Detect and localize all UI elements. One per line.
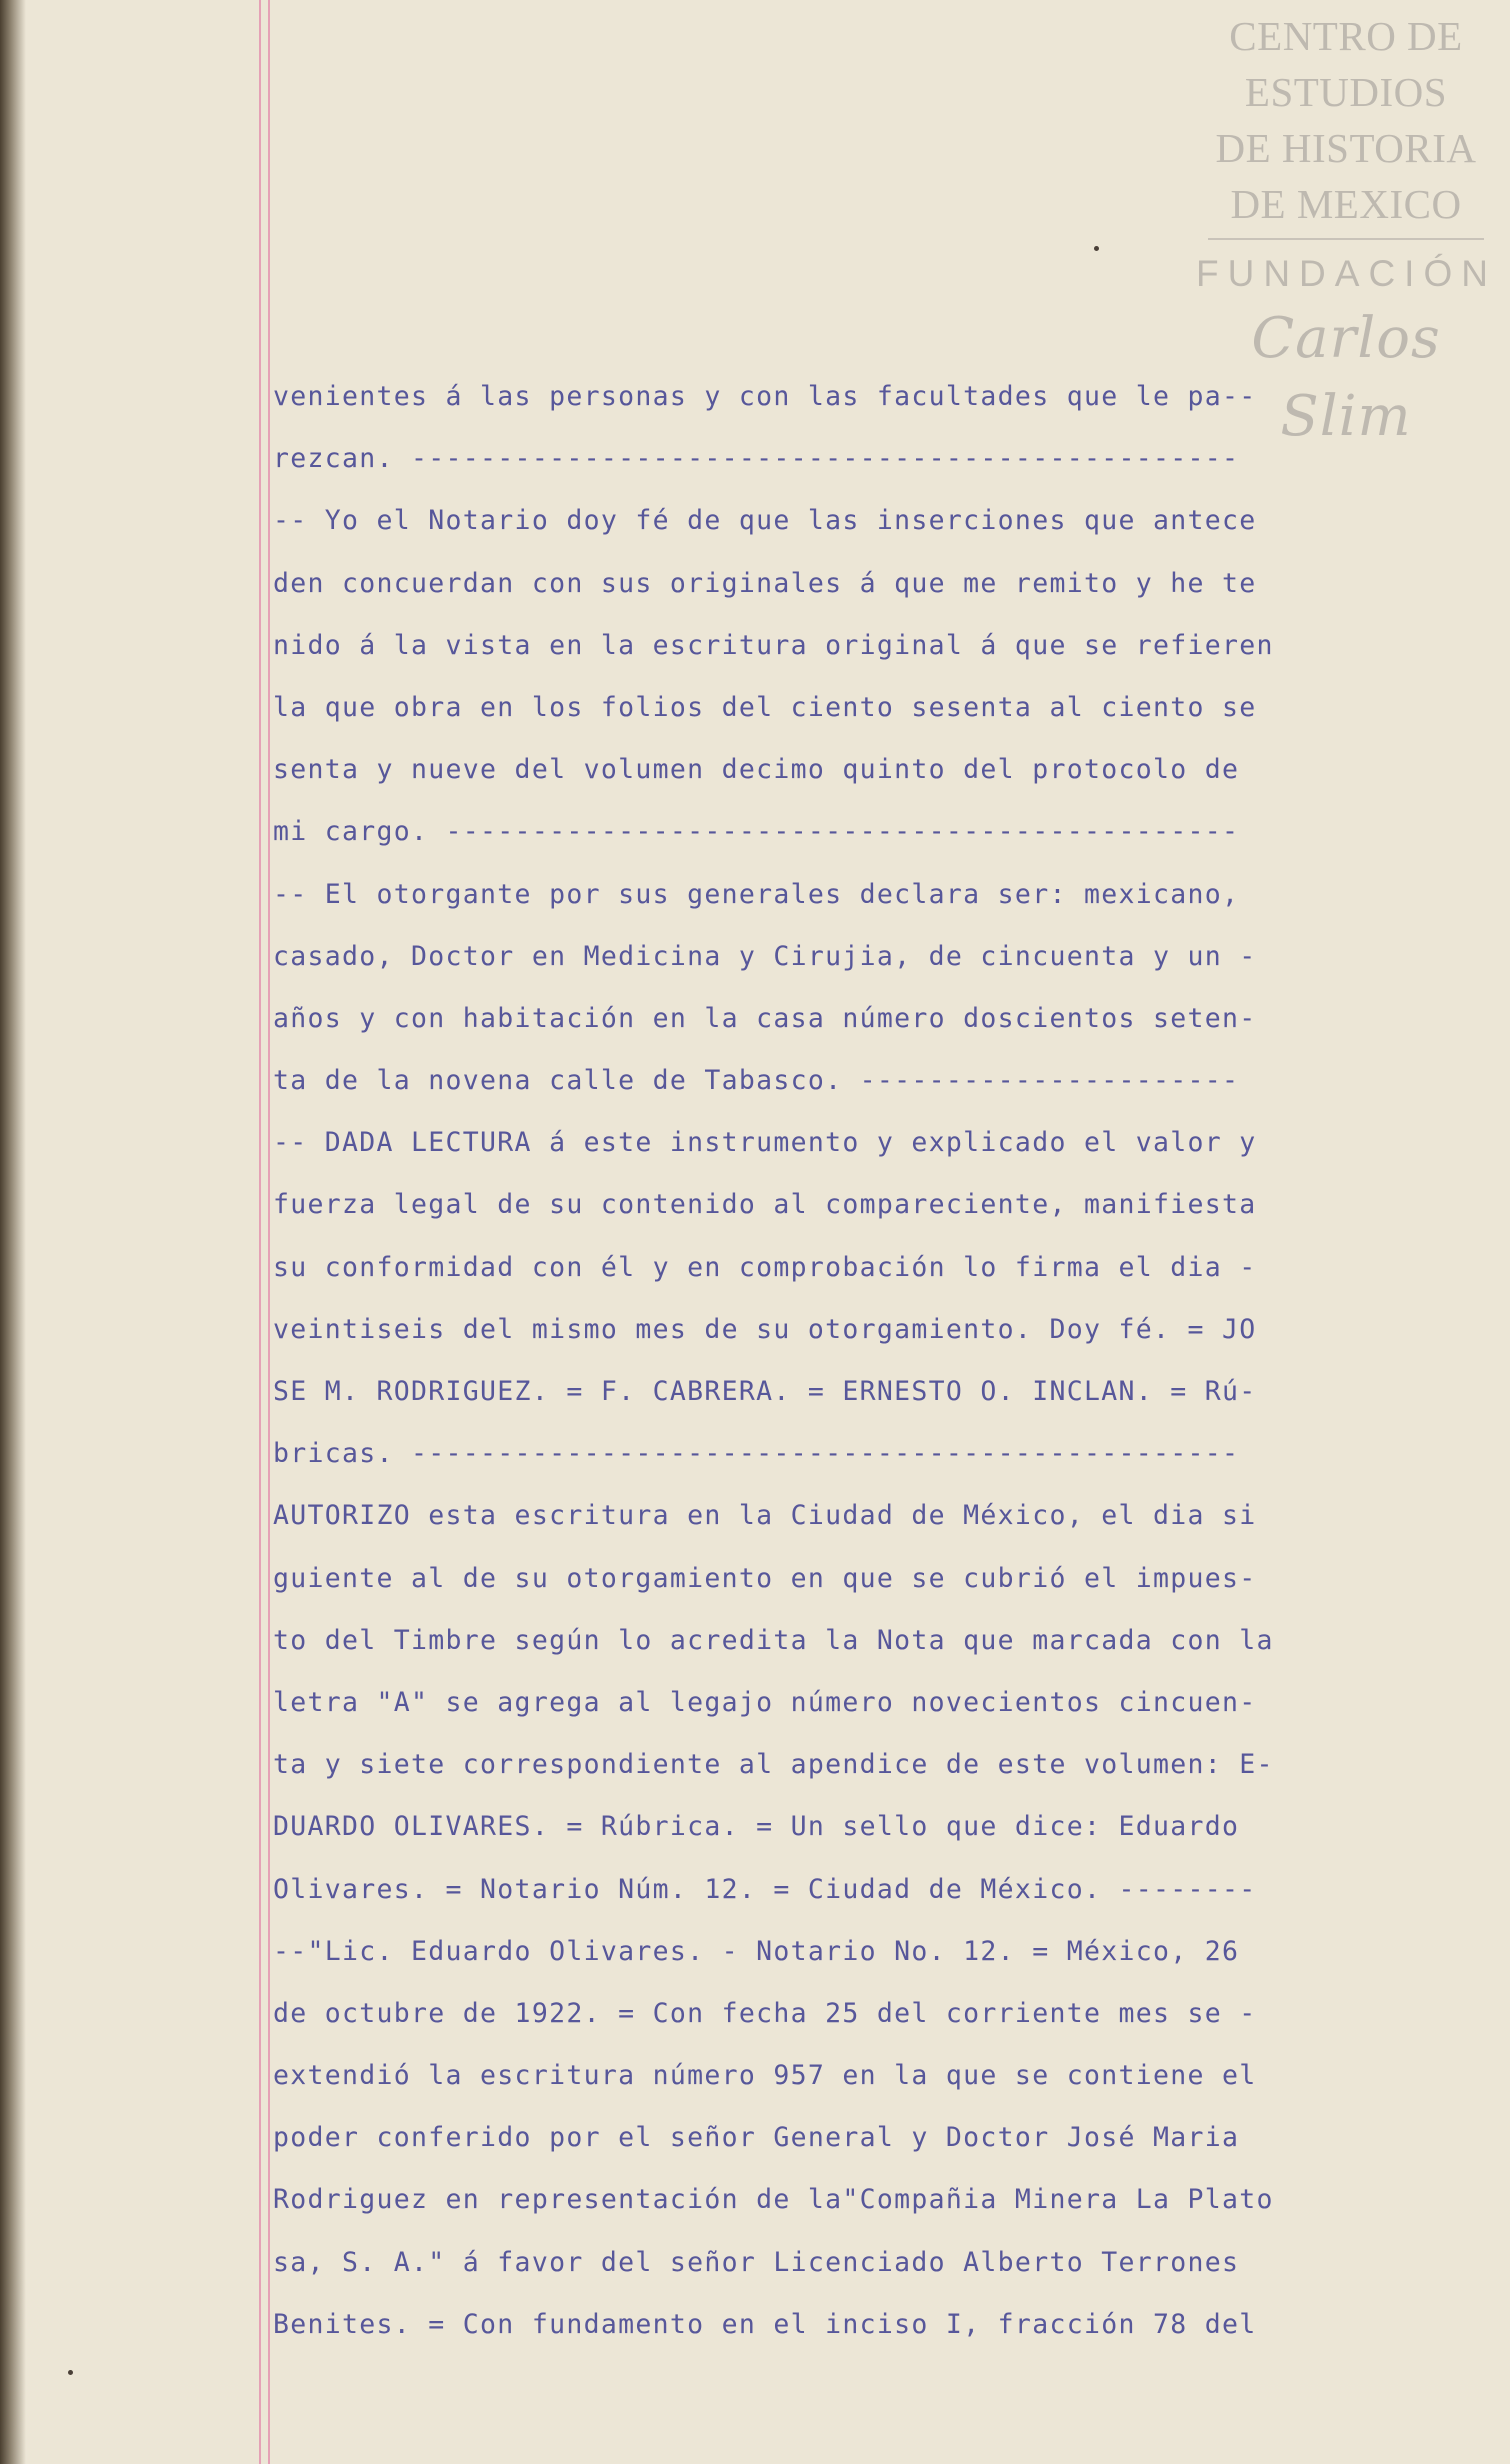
text-line: sa, S. A." á favor del señor Licenciado Alberto Terrones	[273, 2246, 1240, 2278]
text-line: Rodriguez en representación de la"Compañia Minera La Plato	[273, 2184, 1274, 2216]
text-line: Olivares. = Notario Núm. 12. = Ciudad de México. --------	[273, 1873, 1257, 1905]
watermark-line-2: ESTUDIOS	[1244, 69, 1448, 115]
text-line: fuerza legal de su contenido al compareciente, manifiesta	[273, 1189, 1257, 1221]
typewritten-text	[273, 374, 1353, 2364]
text-line: -- El otorgante por sus generales declara ser: mexicano,	[273, 878, 1240, 910]
text-line: guiente al de su otorgamiento en que se cubrió el impues-	[273, 1562, 1257, 1594]
text-line: -- Yo el Notario doy fé de que las inserciones que antece	[273, 505, 1257, 537]
text-line: Benites. = Con fundamento en el inciso I, fracción 78 del	[273, 2308, 1257, 2340]
paper-speck	[68, 2370, 73, 2375]
page-edge-shadow	[0, 0, 26, 2464]
watermark-divider	[1208, 238, 1484, 240]
text-line: den concuerdan con sus originales á que me remito y he te	[273, 567, 1257, 599]
text-line: ta de la novena calle de Tabasco. ----------------------	[273, 1065, 1240, 1097]
text-line: la que obra en los folios del ciento sesenta al ciento se	[273, 691, 1257, 723]
text-line: extendió la escritura número 957 en la que se contiene el	[273, 2060, 1257, 2092]
text-line: --"Lic. Eduardo Olivares. - Notario No. 12. = México, 26	[273, 1935, 1240, 1967]
text-line: de octubre de 1922. = Con fecha 25 del corriente mes se -	[273, 1997, 1257, 2029]
text-line: ta y siete correspondiente al apendice de este volumen: E-	[273, 1749, 1274, 1781]
margin-rule-left	[259, 0, 261, 2464]
watermark-signature: Carlos Slim	[1251, 306, 1441, 449]
watermark-line-4: DE MEXICO	[1230, 181, 1462, 227]
text-line: casado, Doctor en Medicina y Cirujia, de cincuenta y un -	[273, 940, 1257, 972]
margin-rule-right	[268, 0, 270, 2464]
watermark-line-1: CENTRO DE	[1229, 13, 1463, 59]
text-line: to del Timbre según lo acredita la Nota que marcada con la	[273, 1624, 1274, 1656]
text-line: nido á la vista en la escritura original á que se refieren	[273, 629, 1274, 661]
paper-speck	[1094, 246, 1099, 251]
text-line: senta y nueve del volumen decimo quinto del protocolo de	[273, 754, 1240, 786]
text-line: mi cargo. ----------------------------------------------	[273, 816, 1240, 848]
watermark-line-3: DE HISTORIA	[1215, 125, 1477, 171]
text-line: SE M. RODRIGUEZ. = F. CABRERA. = ERNESTO O. INCLAN. = Rú-	[273, 1376, 1257, 1407]
text-line: -- DADA LECTURA á este instrumento y explicado el valor y	[273, 1127, 1257, 1159]
text-line: rezcan. ------------------------------------------------	[273, 443, 1240, 475]
text-line: años y con habitación en la casa número doscientos seten-	[273, 1002, 1257, 1034]
watermark-fundacion: FUNDACIÓN	[1196, 253, 1497, 294]
text-line: bricas. ------------------------------------------------	[273, 1438, 1240, 1470]
text-line: venientes á las personas y con las facultades que le pa--	[273, 381, 1257, 412]
text-line: veintiseis del mismo mes de su otorgamiento. Doy fé. = JO	[273, 1313, 1257, 1345]
text-line: AUTORIZO esta escritura en la Ciudad de México, el dia si	[273, 1500, 1257, 1532]
text-line: poder conferido por el señor General y Doctor José Maria	[273, 2122, 1240, 2154]
text-line: DUARDO OLIVARES. = Rúbrica. = Un sello que dice: Eduardo	[273, 1811, 1240, 1843]
text-line: su conformidad con él y en comprobación lo firma el dia -	[273, 1251, 1257, 1283]
text-line: letra "A" se agrega al legajo número novecientos cincuen-	[273, 1686, 1257, 1718]
